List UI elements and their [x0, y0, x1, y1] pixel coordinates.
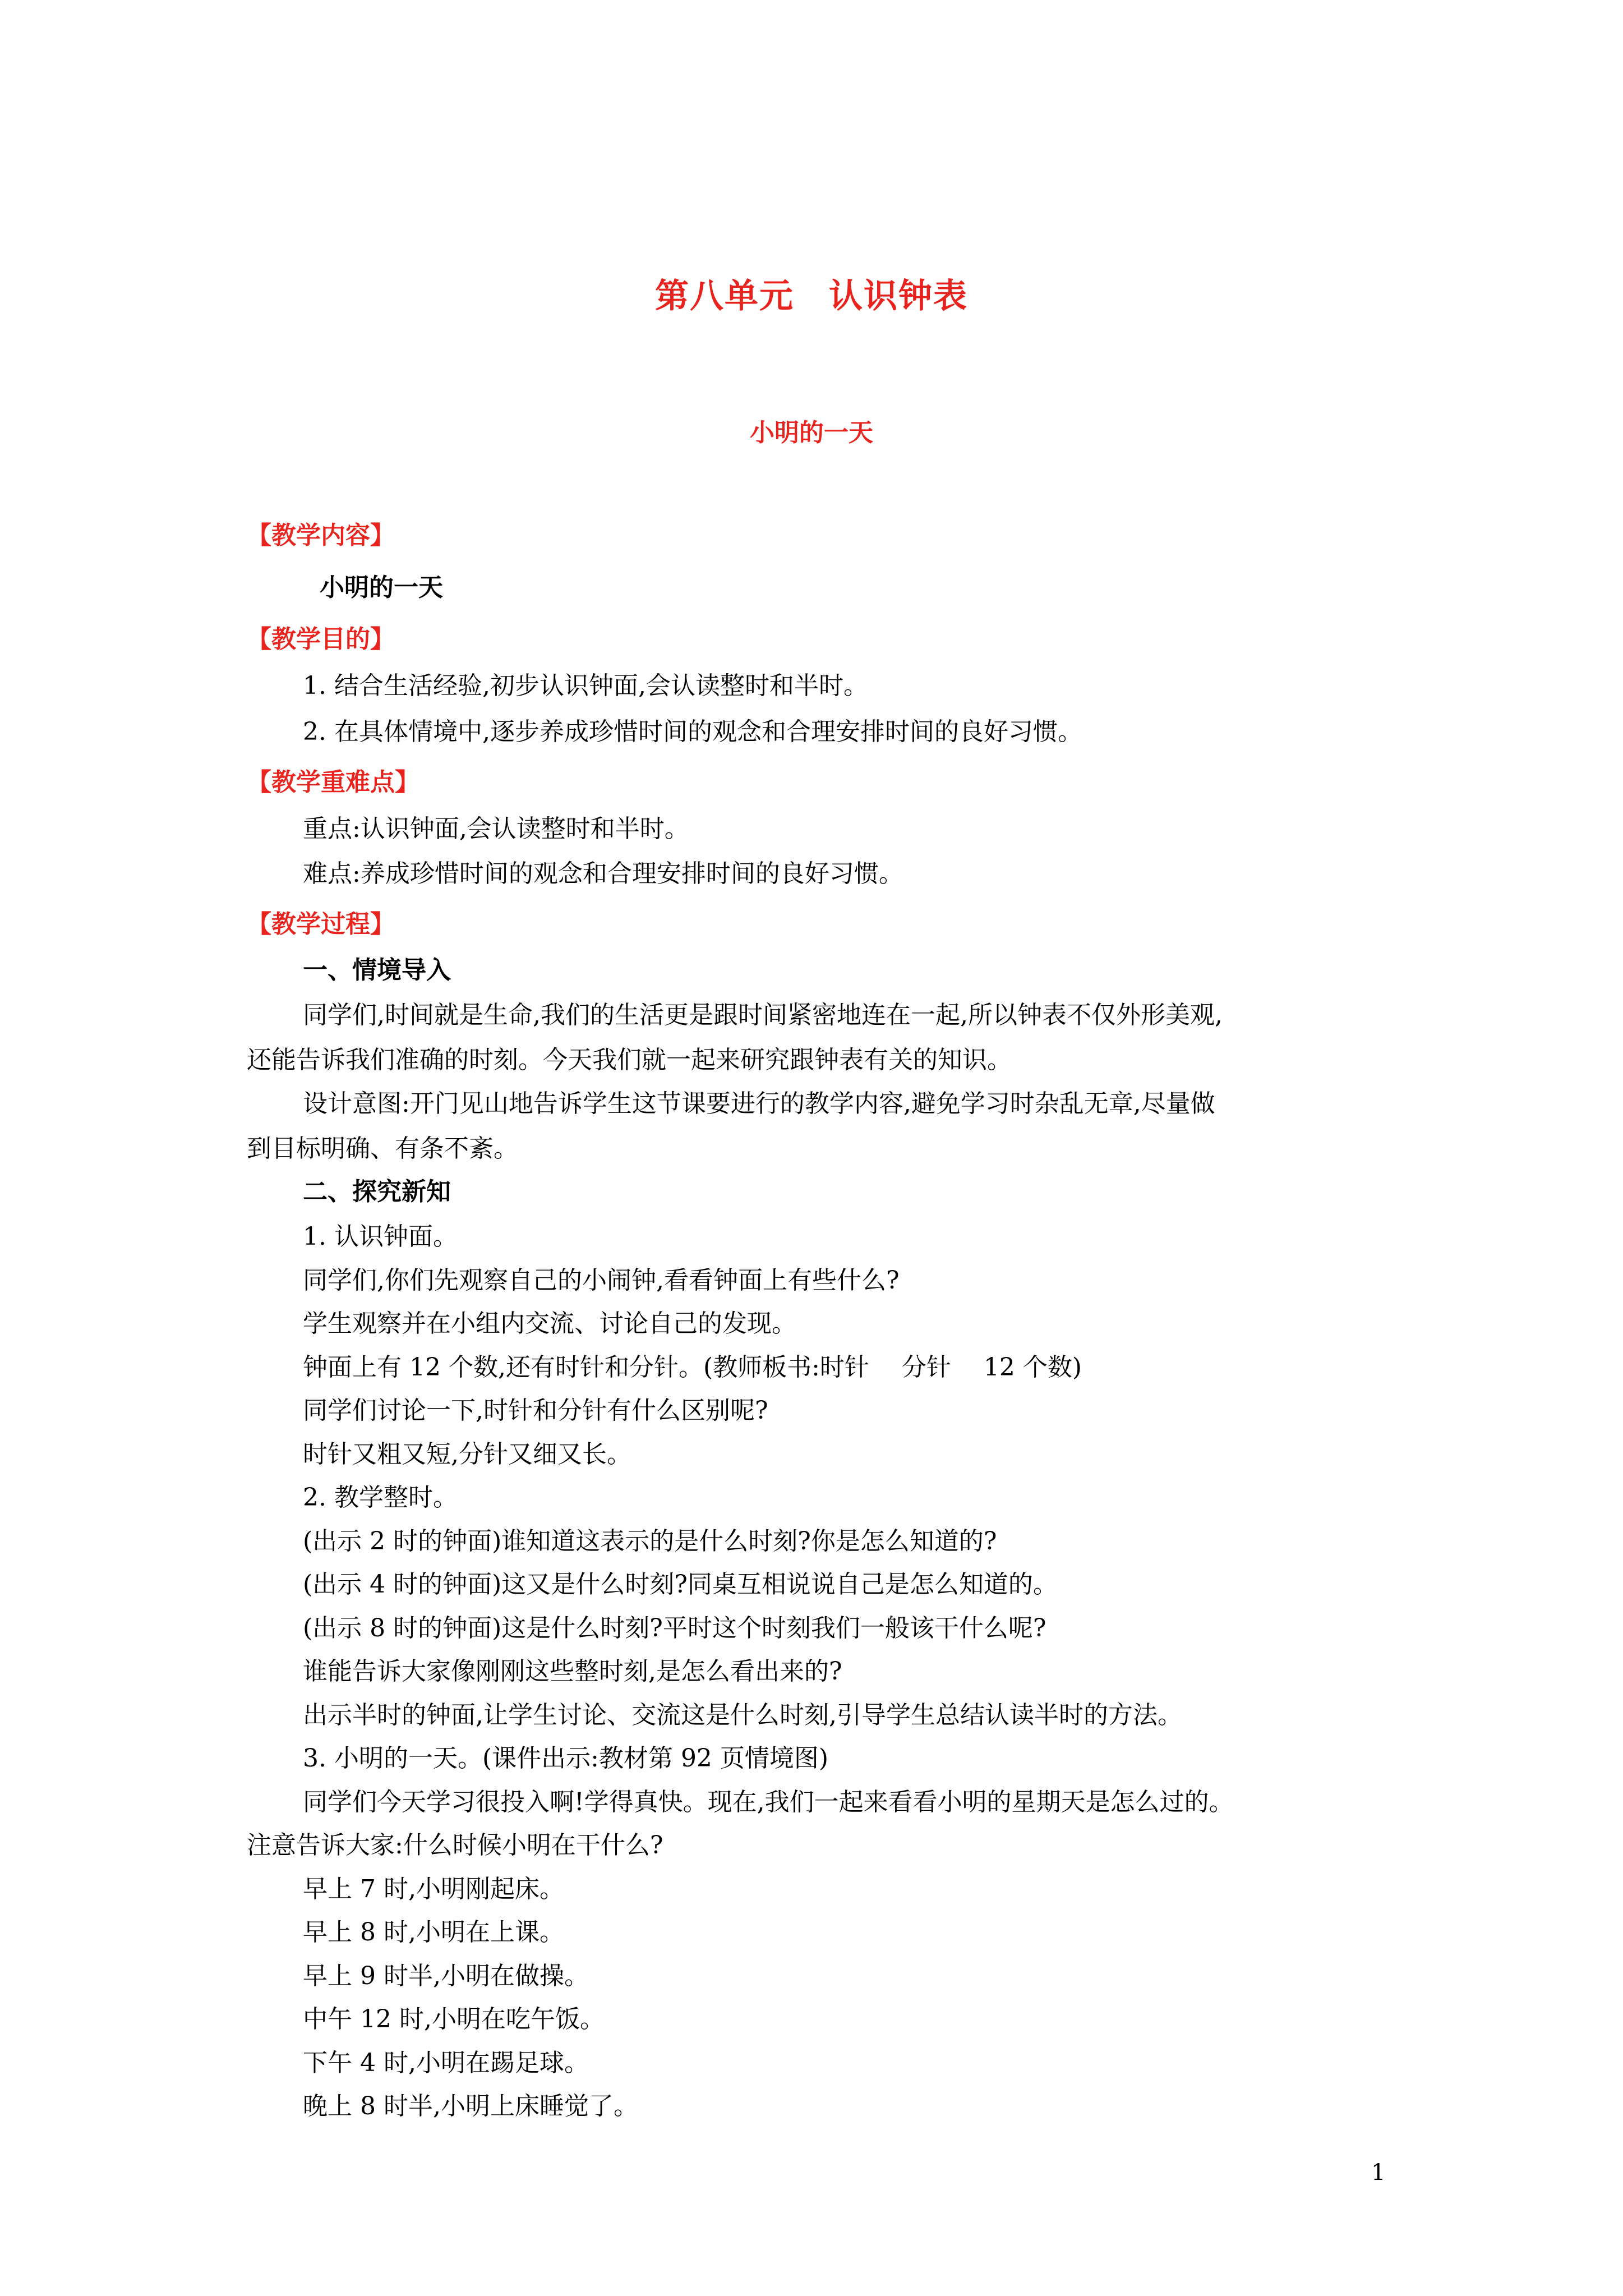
step-3-heading: 3. 小明的一天。(课件出示:教材第 92 页情境图) [303, 1744, 829, 1773]
paragraph-line: (出示 2 时的钟面)谁知道这表示的是什么时刻?你是怎么知道的? [303, 1527, 997, 1556]
paragraph-line: (出示 4 时的钟面)这又是什么时刻?同桌互相说说自己是怎么知道的。 [303, 1570, 1058, 1599]
paragraph-line: 还能告诉我们准确的时刻。今天我们就一起来研究跟钟表有关的知识。 [247, 1046, 1012, 1074]
step-2-heading: 2. 教学整时。 [303, 1483, 458, 1512]
paragraph-line: 同学们,你们先观察自己的小闹钟,看看钟面上有些什么? [303, 1266, 900, 1295]
goal-item-1: 1. 结合生活经验,初步认识钟面,会认读整时和半时。 [303, 671, 868, 700]
schedule-item: 早上 9 时半,小明在做操。 [303, 1962, 589, 1990]
paragraph-line: 同学们,时间就是生命,我们的生活更是跟时间紧密地连在一起,所以钟表不仅外形美观, [303, 1001, 1223, 1029]
page-number: 1 [1371, 2160, 1386, 2185]
goal-heading: 【教学目的】 [247, 625, 395, 654]
paragraph-line: 学生观察并在小组内交流、讨论自己的发现。 [303, 1309, 796, 1338]
schedule-item: 早上 7 时,小明刚起床。 [303, 1875, 564, 1903]
schedule-item: 中午 12 时,小明在吃午饭。 [303, 2005, 605, 2033]
goal-item-2: 2. 在具体情境中,逐步养成珍惜时间的观念和合理安排时间的良好习惯。 [303, 717, 1082, 746]
paragraph-line: 出示半时的钟面,让学生讨论、交流这是什么时刻,引导学生总结认读半时的方法。 [303, 1701, 1182, 1729]
content-heading: 【教学内容】 [247, 521, 395, 550]
paragraph-line: 注意告诉大家:什么时候小明在干什么? [247, 1831, 663, 1860]
part1-heading: 一、情境导入 [303, 956, 451, 984]
schedule-item: 下午 4 时,小明在踢足球。 [303, 2049, 589, 2077]
unit-title: 第八单元 认识钟表 [655, 277, 968, 316]
part2-heading: 二、探究新知 [303, 1177, 451, 1206]
difficult-point: 难点:养成珍惜时间的观念和合理安排时间的良好习惯。 [303, 859, 903, 888]
content-text: 小明的一天 [320, 573, 443, 602]
paragraph-line: 谁能告诉大家像刚刚这些整时刻,是怎么看出来的? [303, 1657, 842, 1686]
paragraph-line: 时针又粗又短,分针又细又长。 [303, 1440, 631, 1469]
paragraph-line: 同学们今天学习很投入啊!学得真快。现在,我们一起来看看小明的星期天是怎么过的。 [303, 1788, 1234, 1816]
process-heading: 【教学过程】 [247, 910, 395, 938]
key-heading: 【教学重难点】 [247, 768, 419, 797]
schedule-item: 早上 8 时,小明在上课。 [303, 1918, 564, 1947]
step-1-heading: 1. 认识钟面。 [303, 1222, 458, 1251]
paragraph-line: 钟面上有 12 个数,还有时针和分针。(教师板书:时针 分针 12 个数) [303, 1353, 1082, 1382]
key-point: 重点:认识钟面,会认读整时和半时。 [303, 815, 689, 843]
lesson-title: 小明的一天 [750, 418, 873, 447]
paragraph-line: 同学们讨论一下,时针和分针有什么区别呢? [303, 1396, 768, 1425]
paragraph-line: 设计意图:开门见山地告诉学生这节课要进行的教学内容,避免学习时杂乱无章,尽量做 [303, 1089, 1215, 1118]
paragraph-line: 到目标明确、有条不紊。 [247, 1134, 518, 1163]
schedule-item: 晚上 8 时半,小明上床睡觉了。 [303, 2092, 638, 2120]
paragraph-line: (出示 8 时的钟面)这是什么时刻?平时这个时刻我们一般该干什么呢? [303, 1614, 1046, 1642]
